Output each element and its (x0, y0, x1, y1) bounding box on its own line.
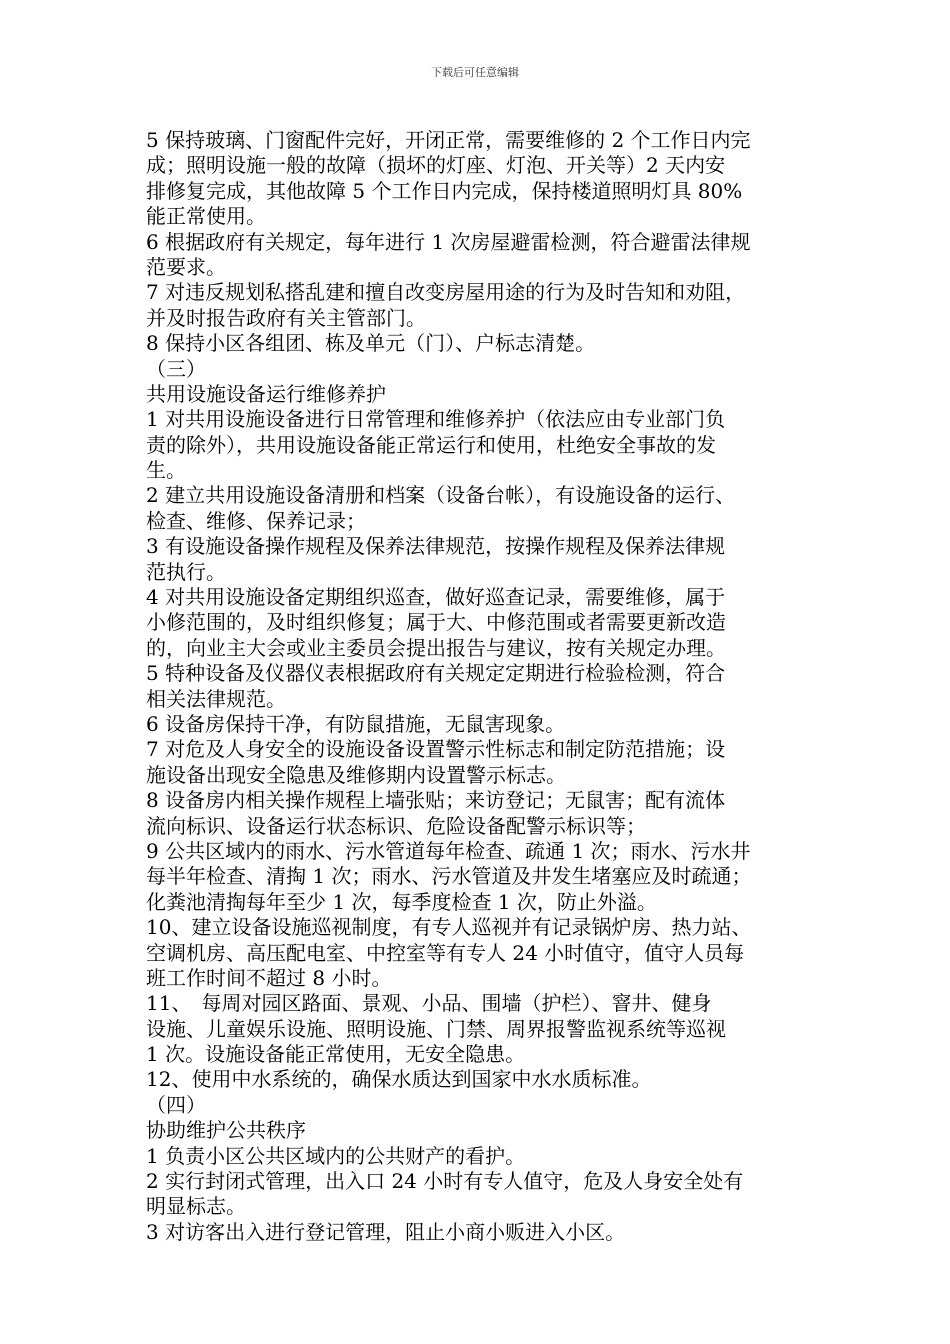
text-line: 范执行。 (146, 559, 226, 584)
text-line: 的，向业主大会或业主委员会提出报告与建议，按有关规定办理。 (146, 635, 726, 660)
text-line: 明显标志。 (146, 1194, 246, 1219)
text-line: 成；照明设施一般的故障（损坏的灯座、灯泡、开关等）2 天内安 (146, 153, 726, 178)
text-line: 3 对访客出入进行登记管理，阻止小商小贩进入小区。 (146, 1219, 626, 1244)
document-body (146, 128, 826, 1245)
text-line: （三） (146, 356, 206, 381)
text-line: 2 建立共用设施设备清册和档案（设备台帐），有设施设备的运行、 (146, 483, 736, 508)
text-line: 小修范围的，及时组织修复；属于大、中修范围或者需要更新改造 (146, 610, 726, 635)
text-line: 11、 每周对园区路面、景观、小品、围墙（护栏）、窨井、健身 (146, 991, 712, 1016)
text-line: 并及时报告政府有关主管部门。 (146, 305, 426, 330)
text-line: 1 负责小区公共区域内的公共财产的看护。 (146, 1143, 526, 1168)
text-line: 1 对共用设施设备进行日常管理和维修养护（依法应由专业部门负 (146, 407, 726, 432)
text-line: 空调机房、高压配电室、中控室等有专人 24 小时值守，值守人员每 (146, 940, 745, 965)
text-line: 10、建立设备设施巡视制度，有专人巡视并有记录锅炉房、热力站、 (146, 915, 752, 940)
text-line: 设施、儿童娱乐设施、照明设施、门禁、周界报警监视系统等巡视 (146, 1016, 726, 1041)
text-line: 流向标识、设备运行状态标识、危险设备配警示标识等； (146, 813, 646, 838)
text-line: 5 特种设备及仪器仪表根据政府有关规定定期进行检验检测，符合 (146, 661, 726, 686)
text-line: 4 对共用设施设备定期组织巡查，做好巡查记录，需要维修，属于 (146, 585, 726, 610)
text-line: 协助维护公共秩序 (146, 1118, 306, 1143)
text-line: 能正常使用。 (146, 204, 266, 229)
page-header-note: 下载后可任意编辑 (431, 66, 519, 79)
text-line: 检查、维修、保养记录； (146, 508, 366, 533)
text-line: （四） (146, 1092, 206, 1117)
text-line: 1 次。设施设备能正常使用，无安全隐患。 (146, 1042, 526, 1067)
text-line: 7 对违反规划私搭乱建和擅自改变房屋用途的行为及时告知和劝阻， (146, 280, 746, 305)
text-line: 相关法律规范。 (146, 686, 286, 711)
text-line: 化粪池清掏每年至少 1 次，每季度检查 1 次，防止外溢。 (146, 889, 657, 914)
text-line: 共用设施设备运行维修养护 (146, 381, 386, 406)
text-line: 2 实行封闭式管理，出入口 24 小时有专人值守，危及人身安全处有 (146, 1169, 744, 1194)
text-line: 9 公共区域内的雨水、污水管道每年检查、疏通 1 次；雨水、污水井 (146, 838, 751, 863)
text-line: 班工作时间不超过 8 小时。 (146, 965, 392, 990)
text-line: 8 保持小区各组团、栋及单元（门）、户标志清楚。 (146, 331, 596, 356)
text-line: 3 有设施设备操作规程及保养法律规范，按操作规程及保养法律规 (146, 534, 726, 559)
text-line: 责的除外），共用设施设备能正常运行和使用，杜绝安全事故的发 (146, 432, 716, 457)
text-line: 施设备出现安全隐患及维修期内设置警示标志。 (146, 762, 566, 787)
text-line: 8 设备房内相关操作规程上墙张贴；来访登记；无鼠害；配有流体 (146, 788, 726, 813)
text-line: 6 设备房保持干净，有防鼠措施，无鼠害现象。 (146, 711, 566, 736)
text-line: 5 保持玻璃、门窗配件完好，开闭正常，需要维修的 2 个工作日内完 (146, 128, 751, 152)
text-line: 7 对危及人身安全的设施设备设置警示性标志和制定防范措施；设 (146, 737, 726, 762)
text-line: 12、使用中水系统的，确保水质达到国家中水水质标准。 (146, 1067, 652, 1092)
text-line: 生。 (146, 458, 186, 483)
text-line: 范要求。 (146, 254, 226, 279)
text-line: 6 根据政府有关规定，每年进行 1 次房屋避雷检测，符合避雷法律规 (146, 229, 751, 254)
text-line: 每半年检查、清掏 1 次；雨水、污水管道及井发生堵塞应及时疏通； (146, 864, 752, 889)
text-line: 排修复完成，其他故障 5 个工作日内完成，保持楼道照明灯具 80% (146, 178, 743, 203)
